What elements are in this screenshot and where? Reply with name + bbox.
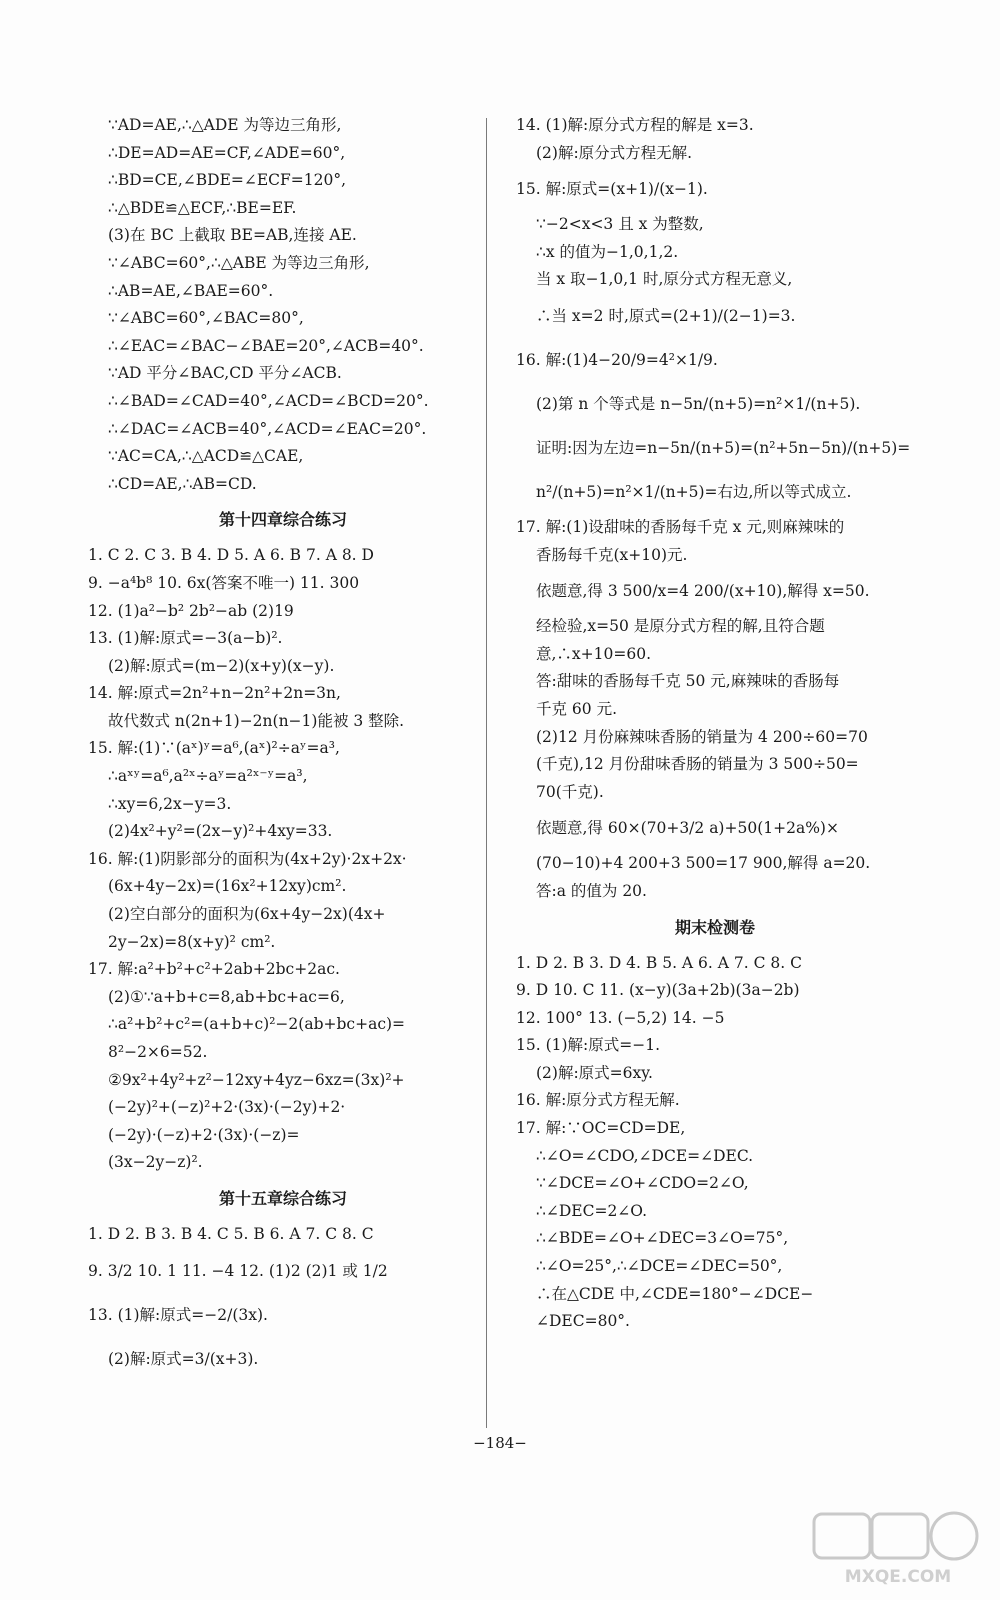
answer-line: 16. 解:(1)4−20/9=4²×1/9.	[516, 350, 718, 369]
answer-line: 千克 60 元.	[536, 699, 618, 718]
answer-line: 1. D 2. B 3. B 4. C 5. B 6. A 7. C 8. C	[88, 1224, 374, 1243]
answer-line: ∵AD=AE,∴△ADE 为等边三角形,	[108, 116, 342, 134]
answer-line: (2)解:原式=6xy.	[536, 1063, 653, 1082]
answer-line: ∴DE=AD=AE=CF,∠ADE=60°,	[108, 143, 346, 162]
answer-line: 12. 100° 13. (−5,2) 14. −5	[516, 1008, 725, 1027]
answer-line: ②9x²+4y²+z²−12xy+4yz−6xz=(3x)²+	[108, 1070, 405, 1089]
answer-line: 15. 解:原式=(x+1)/(x−1).	[516, 180, 708, 199]
answer-line: ∵AD 平分∠BAC,CD 平分∠ACB.	[108, 364, 342, 383]
answer-line: ∴∠O=25°,∴∠DCE=∠DEC=50°,	[536, 1257, 783, 1276]
answer-line: 故代数式 n(2n+1)−2n(n−1)能被 3 整除.	[108, 711, 405, 730]
answer-line: 香肠每千克(x+10)元.	[536, 545, 688, 564]
answer-line: (3x−2y−z)².	[108, 1153, 203, 1172]
answer-line: 经检验,x=50 是原分式方程的解,且符合题	[536, 617, 825, 636]
answer-line: 答:甜味的香肠每千克 50 元,麻辣味的香肠每	[536, 672, 840, 691]
answer-line: (2)空白部分的面积为(6x+4y−2x)(4x+	[108, 905, 386, 924]
answer-line: ∠DEC=80°.	[536, 1312, 630, 1331]
answer-line: 14. (1)解:原分式方程的解是 x=3.	[516, 116, 754, 134]
answer-line: ∴AB=AE,∠BAE=60°.	[108, 281, 274, 300]
answer-line: 意,∴x+10=60.	[536, 644, 652, 663]
answer-line: 17. 解:a²+b²+c²+2ab+2bc+2ac.	[88, 960, 340, 979]
answer-line: 17. 解:(1)设甜味的香肠每千克 x 元,则麻辣味的	[516, 517, 845, 536]
answer-line: 14. 解:原式=2n²+n−2n²+2n=3n,	[88, 684, 341, 703]
answer-line: 答:a 的值为 20.	[536, 881, 647, 900]
answer-line: (3)在 BC 上截取 BE=AB,连接 AE.	[108, 226, 357, 245]
right-column	[516, 112, 914, 1336]
section-heading: 第十五章综合练习	[218, 1188, 347, 1208]
answer-line: (2)解:原式=3/(x+3).	[108, 1349, 259, 1368]
answer-line: (2)解:原分式方程无解.	[536, 143, 693, 162]
answer-line: ∴a²+b²+c²=(a+b+c)²−2(ab+bc+ac)=	[108, 1015, 406, 1034]
answer-line: 9. −a⁴b⁸ 10. 6x(答案不唯一) 11. 300	[88, 573, 360, 592]
answer-line: (−2y)·(−z)+2·(3x)·(−z)=	[108, 1125, 300, 1144]
answer-line: ∴∠DAC=∠ACB=40°,∠ACD=∠EAC=20°.	[108, 419, 427, 438]
answer-line: 70(千克).	[536, 782, 604, 801]
answer-line: 13. (1)解:原式=−2/(3x).	[88, 1305, 268, 1324]
answer-line: ∵−2<x<3 且 x 为整数,	[536, 215, 704, 234]
answer-line: (6x+4y−2x)=(16x²+12xy)cm².	[108, 877, 347, 896]
answer-line: ∴当 x=2 时,原式=(2+1)/(2−1)=3.	[536, 306, 796, 325]
answer-line: 9. 3/2 10. 1 11. −4 12. (1)2 (2)1 或 1/2	[88, 1261, 388, 1280]
section-heading: 期末检测卷	[674, 917, 755, 937]
left-column	[88, 112, 478, 1381]
answer-line: 12. (1)a²−b² 2b²−ab (2)19	[88, 601, 294, 620]
answer-line: ∴△BDE≌△ECF,∴BE=EF.	[108, 198, 297, 217]
watermark-logo	[812, 1510, 982, 1590]
answer-line: 16. 解:(1)阴影部分的面积为(4x+2y)·2x+2x·	[88, 849, 407, 868]
answer-line: (2)解:原式=(m−2)(x+y)(x−y).	[108, 656, 335, 675]
answer-line: ∴∠BDE=∠O+∠DEC=3∠O=75°,	[536, 1229, 789, 1248]
answer-line: ∴在△CDE 中,∠CDE=180°−∠DCE−	[536, 1284, 814, 1303]
answer-line: 13. (1)解:原式=−3(a−b)².	[88, 629, 283, 648]
answer-line: 17. 解:∵OC=CD=DE,	[516, 1119, 686, 1138]
section-heading: 第十四章综合练习	[218, 510, 347, 530]
answer-line: ∴∠DEC=2∠O.	[536, 1201, 648, 1220]
answer-line: ∵AC=CA,∴△ACD≌△CAE,	[108, 447, 304, 466]
answer-line: ∴aˣʸ=a⁶,a²ˣ÷aʸ=a²ˣ⁻ʸ=a³,	[108, 767, 308, 786]
answer-line: (2)①∵a+b+c=8,ab+bc+ac=6,	[108, 987, 345, 1006]
page-number: −184−	[473, 1434, 527, 1452]
answer-line: 依题意,得 60×(70+3/2 a)+50(1+2a%)×	[536, 819, 839, 838]
answer-line: ∴∠O=∠CDO,∠DCE=∠DEC.	[536, 1146, 754, 1165]
answer-line: ∴∠EAC=∠BAC−∠BAE=20°,∠ACB=40°.	[108, 336, 424, 355]
answer-line: 15. 解:(1)∵(aˣ)ʸ=a⁶,(aˣ)²÷aʸ=a³,	[88, 739, 340, 758]
answer-line: (2)12 月份麻辣味香肠的销量为 4 200÷60=70	[536, 727, 868, 746]
answer-line: ∴x 的值为−1,0,1,2.	[536, 242, 679, 261]
answer-line: 2y−2x)=8(x+y)² cm².	[108, 932, 276, 951]
answer-line: 当 x 取−1,0,1 时,原分式方程无意义,	[536, 270, 793, 289]
answer-line: (70−10)+4 200+3 500=17 900,解得 a=20.	[536, 854, 871, 873]
watermark-url: MXQE.COM	[844, 1567, 952, 1587]
answer-line: (2)4x²+y²=(2x−y)²+4xy=33.	[108, 822, 333, 841]
answer-line: ∵∠ABC=60°,∠BAC=80°,	[108, 309, 304, 328]
answer-line: ∵∠DCE=∠O+∠CDO=2∠O,	[536, 1174, 749, 1193]
answer-line: n²/(n+5)=n²×1/(n+5)=右边,所以等式成立.	[536, 482, 852, 501]
answer-line: (−2y)²+(−z)²+2·(3x)·(−2y)+2·	[108, 1098, 346, 1117]
column-divider	[486, 118, 487, 1428]
answer-line: 8²−2×6=52.	[108, 1043, 208, 1061]
answer-line: ∴∠BAD=∠CAD=40°,∠ACD=∠BCD=20°.	[108, 391, 429, 410]
answer-line: 依题意,得 3 500/x=4 200/(x+10),解得 x=50.	[536, 582, 870, 601]
answer-line: 证明:因为左边=n−5n/(n+5)=(n²+5n−5n)/(n+5)=	[536, 438, 911, 457]
answer-line: ∵∠ABC=60°,∴△ABE 为等边三角形,	[108, 253, 370, 272]
answer-line: ∴CD=AE,∴AB=CD.	[108, 474, 257, 493]
answer-line: (千克),12 月份甜味香肠的销量为 3 500÷50=	[536, 755, 859, 774]
answer-line: (2)第 n 个等式是 n−5n/(n+5)=n²×1/(n+5).	[536, 394, 861, 413]
answer-line: 1. C 2. C 3. B 4. D 5. A 6. B 7. A 8. D	[88, 546, 374, 565]
answer-line: 15. (1)解:原式=−1.	[516, 1036, 661, 1055]
answer-line: ∴BD=CE,∠BDE=∠ECF=120°,	[108, 171, 347, 190]
answer-line: ∴xy=6,2x−y=3.	[108, 794, 232, 813]
answer-line: 9. D 10. C 11. (x−y)(3a+2b)(3a−2b)	[516, 981, 800, 1000]
answer-line: 16. 解:原分式方程无解.	[516, 1091, 680, 1110]
answer-line: 1. D 2. B 3. D 4. B 5. A 6. A 7. C 8. C	[516, 953, 802, 972]
